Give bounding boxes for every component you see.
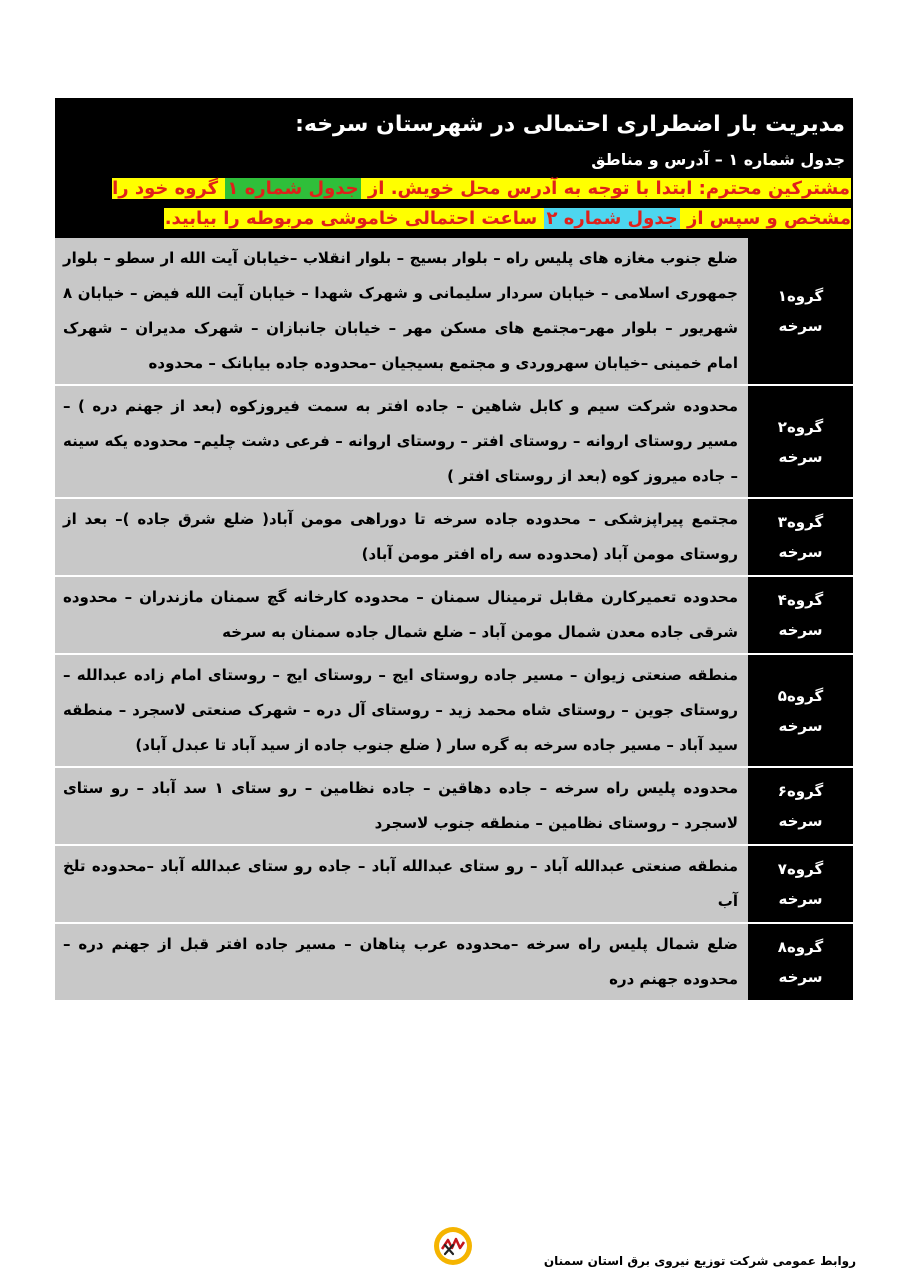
footer-caption: روابط عمومی شرکت توزیع نیروی برق استان سمنان (543, 1254, 856, 1268)
group-number: گروه۴ (777, 591, 824, 609)
group-city: سرخه (778, 890, 823, 908)
group-areas: منطقه صنعتی عبدالله آباد – رو ستای عبدالله آباد – جاده رو ستای عبدالله آباد –محدوده تلخ آب (55, 845, 748, 923)
group-label (748, 385, 853, 498)
group-label (748, 845, 853, 923)
group-city: سرخه (778, 447, 823, 466)
group-number: گروه۵ (777, 686, 824, 705)
group-areas: ضلع شمال پلیس راه سرخه –محدوده عرب پناهان – مسیر جاده افتر قبل از جهنم دره – محدوده جهنم دره (55, 923, 748, 1001)
group-areas: ضلع جنوب مغازه های پلیس راه – بلوار بسیج – بلوار انقلاب –خیابان آیت الله ار سطو – بلوار جمهوری اسلامی – خیابان سردار سلیمانی و شهرک شهدا – خیابان آیت الله فیض – خیابان ۸ شهریور – بلوار مهر–مجتمع های مسکن مهر – خیابان جانبازان – شهرک مدیران – شهرک امام خمینی –خیابان سهروردی و مجتمع بسیجیان –محدوده جاده بیابانک – محدوده (55, 238, 748, 385)
table-row (55, 654, 853, 767)
notice-text (63, 174, 851, 234)
table-row (55, 498, 853, 576)
group-areas: منطقه صنعتی زیوان – مسیر جاده روستای ایج – روستای ایج – روستای امام زاده عبدالله – روستای جوین – روستای شاه محمد زید – روستای آل دره – شهرک صنعتی لاسجرد – منطقه سید آباد – مسیر جاده سرخه به گره سار ( ضلع جنوب جاده از سید آباد تا عبدل آباد) (55, 654, 748, 767)
notice-table-1-highlight: جدول شماره ۱ (227, 178, 359, 199)
group-city: سرخه (778, 317, 823, 335)
table-row (55, 845, 853, 923)
notice-part-2: گروه خود را مشخص و سپس از (112, 178, 851, 229)
group-label (748, 238, 853, 385)
table-subtitle: جدول شماره ۱ – آدرس و مناطق (591, 150, 845, 169)
notice-part-1: مشترکین محترم: ابتدا با توجه به آدرس محل خویش. از (361, 178, 850, 199)
document (55, 98, 853, 1002)
groups-table (55, 238, 853, 1002)
group-label (748, 767, 853, 845)
group-areas: مجتمع پیراپزشکی – محدوده جاده سرخه تا دوراهی مومن آباد( ضلع شرق جاده )– بعد از روستای مومن آباد (محدوده سه راه افتر مومن آباد) (55, 498, 748, 576)
notice-table-2-highlight: جدول شماره ۲ (546, 208, 678, 229)
group-city: سرخه (778, 968, 823, 986)
group-label (748, 923, 853, 1001)
header-block (55, 98, 853, 238)
table-row (55, 923, 853, 1001)
notice-part-3: ساعت احتمالی خاموشی مربوطه را بیابید. (164, 208, 544, 229)
group-city: سرخه (778, 812, 823, 830)
group-label (748, 654, 853, 767)
table-row (55, 238, 853, 385)
group-number: گروه۳ (777, 513, 824, 531)
table-row (55, 767, 853, 845)
group-number: گروه۸ (777, 938, 824, 956)
group-number: گروه۱ (777, 287, 824, 305)
group-areas: محدوده تعمیرکارن مقابل ترمینال سمنان – محدوده کارخانه گچ سمنان مازندران – محدوده شرقی جاده معدن شمال مومن آباد – ضلع شمال جاده سمنان به سرخه (55, 576, 748, 654)
group-areas: محدوده پلیس راه سرخه – جاده دهاقین – جاده نظامین – رو ستای ۱ سد آباد – رو ستای لاسجرد – روستای نظامین – منطقه جنوب لاسجرد (55, 767, 748, 845)
group-number: گروه۲ (777, 417, 824, 436)
table-row (55, 576, 853, 654)
page-title: مدیریت بار اضطراری احتمالی در شهرستان سرخه: (295, 112, 845, 137)
table-row (55, 385, 853, 498)
group-number: گروه۷ (777, 860, 824, 878)
group-number: گروه۶ (777, 782, 824, 800)
electricity-distribution-logo-icon (433, 1226, 473, 1266)
footer (0, 1220, 909, 1280)
group-label (748, 498, 853, 576)
group-city: سرخه (778, 543, 823, 561)
group-label (748, 576, 853, 654)
group-areas: محدوده شرکت سیم و کابل شاهین – جاده افتر به سمت فیروزکوه (بعد از جهنم دره ) – مسیر روستای اروانه – روستای افتر – روستای اروانه – فرعی دشت چلیم– محدوده یکه سینه – جاده میروز کوه (بعد از روستای افتر ) (55, 385, 748, 498)
group-city: سرخه (778, 621, 823, 639)
group-city: سرخه (778, 716, 823, 735)
